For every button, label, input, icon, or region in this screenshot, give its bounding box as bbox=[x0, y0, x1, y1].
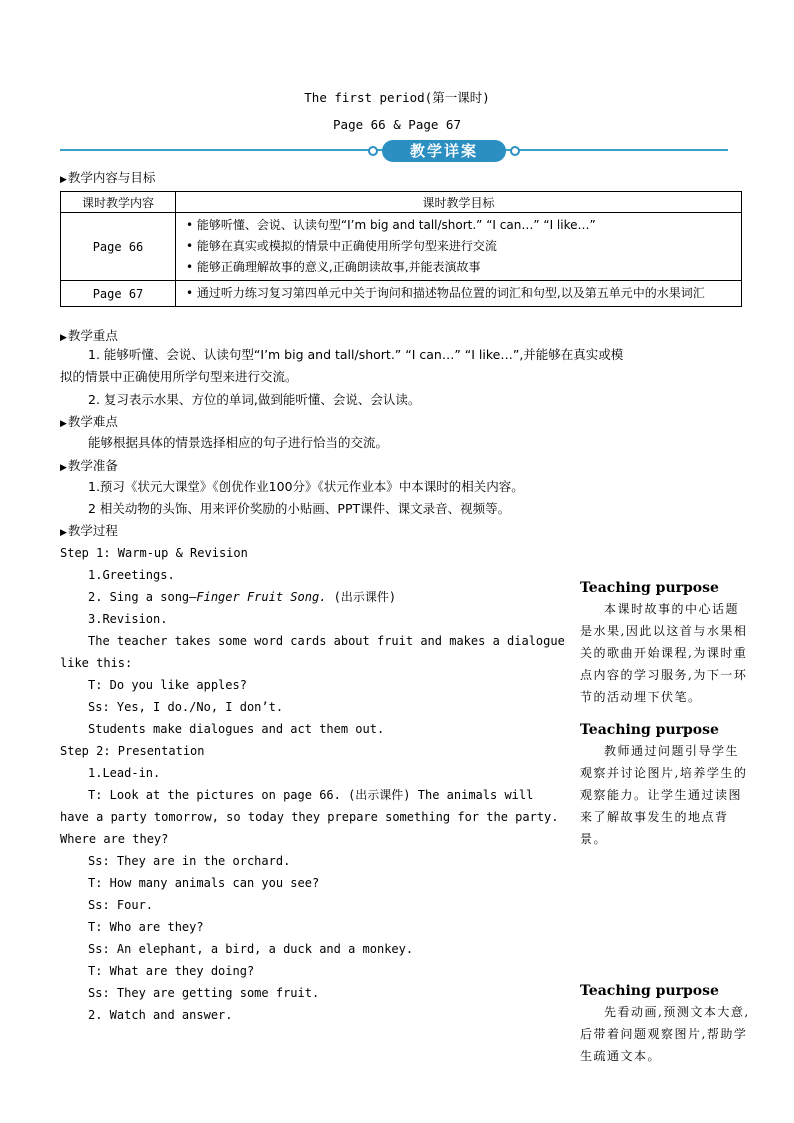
goal-item: • 能够正确理解故事的意义,正确朗读故事,并能表演故事 bbox=[186, 260, 481, 274]
dialogue-line: Ss: Four. bbox=[88, 898, 154, 912]
difficulty-text: 能够根据具体的情景选择相应的句子进行恰当的交流。 bbox=[88, 435, 389, 450]
sidebar-text: 本课时故事的中心话题是水果,因此以这首与水果相关的歌曲开始课程,为课时重点内容的学习服务,为下一环节的活动埋下伏笔。 bbox=[580, 602, 748, 704]
triangle-icon: ▶ bbox=[60, 528, 67, 538]
dialogue-line: T: Look at the pictures on page 66. (出示课件) The animals will bbox=[88, 788, 534, 802]
sidebar-text: 先看动画,预测文本大意,后带着问题观察图片,帮助学生疏通文本。 bbox=[580, 1005, 750, 1063]
section-banner bbox=[60, 140, 728, 162]
song-title: Finger Fruit Song. bbox=[196, 590, 327, 604]
process-line: 2. Watch and answer. bbox=[88, 1008, 233, 1022]
process-line: Students make dialogues and act them out. bbox=[88, 722, 385, 736]
process-line: 3.Revision. bbox=[88, 612, 168, 626]
goals-table bbox=[60, 191, 742, 307]
dialogue-line: Ss: An elephant, a bird, a duck and a monkey. bbox=[88, 942, 414, 956]
key-point-line: 1. 能够听懂、会说、认读句型“I’m big and tall/short.” “I can…” “I like…”,并能够在真实或模 bbox=[88, 347, 624, 362]
sidebar-title: Teaching purpose bbox=[580, 983, 719, 999]
step-heading: Step 1: Warm-up & Revision bbox=[60, 546, 248, 560]
table-cell-goals bbox=[176, 281, 742, 307]
section-heading-process: ▶教学过程 bbox=[60, 523, 118, 538]
section-heading-preparation: ▶教学准备 bbox=[60, 458, 118, 473]
dialogue-line: Ss: They are getting some fruit. bbox=[88, 986, 320, 1000]
process-line: like this: bbox=[60, 656, 133, 670]
dialogue-line: Ss: Yes, I do./No, I don’t. bbox=[88, 700, 284, 714]
triangle-icon: ▶ bbox=[60, 419, 67, 429]
step-heading: Step 2: Presentation bbox=[60, 744, 205, 758]
dialogue-line: Ss: They are in the orchard. bbox=[88, 854, 291, 868]
lesson-title: The first period(第一课时) bbox=[304, 90, 490, 105]
dialogue-line: T: Who are they? bbox=[88, 920, 204, 934]
table-header-content: 课时教学内容 bbox=[61, 192, 176, 213]
process-line: The teacher takes some word cards about fruit and makes a dialogue bbox=[88, 634, 565, 648]
preparation-line: 2 相关动物的头饰、用来评价奖励的小贴画、PPT课件、课文录音、视频等。 bbox=[88, 501, 511, 516]
table-header-goals: 课时教学目标 bbox=[176, 192, 742, 213]
key-point-line: 2. 复习表示水果、方位的单词,做到能听懂、会说、会认读。 bbox=[88, 392, 421, 407]
page-range: Page 66 & Page 67 bbox=[333, 117, 461, 132]
dialogue-line: T: How many animals can you see? bbox=[88, 876, 320, 890]
table-row bbox=[61, 213, 742, 281]
table-cell-goals bbox=[176, 213, 742, 281]
sidebar-title: Teaching purpose bbox=[580, 722, 719, 738]
table-cell-content: Page 67 bbox=[61, 281, 176, 307]
goal-item: • 能够在真实或模拟的情景中正确使用所学句型来进行交流 bbox=[186, 239, 497, 253]
dialogue-line: T: Do you like apples? bbox=[88, 678, 247, 692]
goal-item: • 通过听力练习复习第四单元中关于询问和描述物品位置的词汇和句型,以及第五单元中的水果词汇 bbox=[186, 286, 705, 300]
table-row bbox=[61, 281, 742, 307]
section-heading-difficulties: ▶教学难点 bbox=[60, 414, 118, 429]
process-line: 1.Greetings. bbox=[88, 568, 175, 582]
dialogue-line: have a party tomorrow, so today they prepare something for the party. bbox=[60, 810, 559, 824]
sidebar-title: Teaching purpose bbox=[580, 580, 719, 596]
dialogue-line: Where are they? bbox=[60, 832, 169, 846]
triangle-icon: ▶ bbox=[60, 463, 67, 473]
table-cell-content: Page 66 bbox=[61, 213, 176, 281]
process-line: 1.Lead-in. bbox=[88, 766, 161, 780]
goal-item: • 能够听懂、会说、认读句型“I’m big and tall/short.” “I can…” “I like…” bbox=[186, 218, 596, 232]
key-point-line: 拟的情景中正确使用所学句型来进行交流。 bbox=[60, 369, 298, 384]
triangle-icon: ▶ bbox=[60, 333, 67, 343]
sidebar-text: 教师通过问题引导学生观察并讨论图片,培养学生的观察能力。让学生通过读图来了解故事发生的地点背景。 bbox=[580, 744, 748, 846]
preparation-line: 1.预习《状元大课堂》《创优作业100分》《状元作业本》中本课时的相关内容。 bbox=[88, 479, 524, 494]
section-heading-content-goals: ▶教学内容与目标 bbox=[60, 170, 156, 185]
banner-label: 教学详案 bbox=[382, 140, 506, 162]
section-heading-key-points: ▶教学重点 bbox=[60, 328, 118, 343]
process-line: 2. Sing a song—Finger Fruit Song. (出示课件) bbox=[88, 590, 397, 604]
dialogue-line: T: What are they doing? bbox=[88, 964, 255, 978]
triangle-icon: ▶ bbox=[60, 175, 67, 185]
